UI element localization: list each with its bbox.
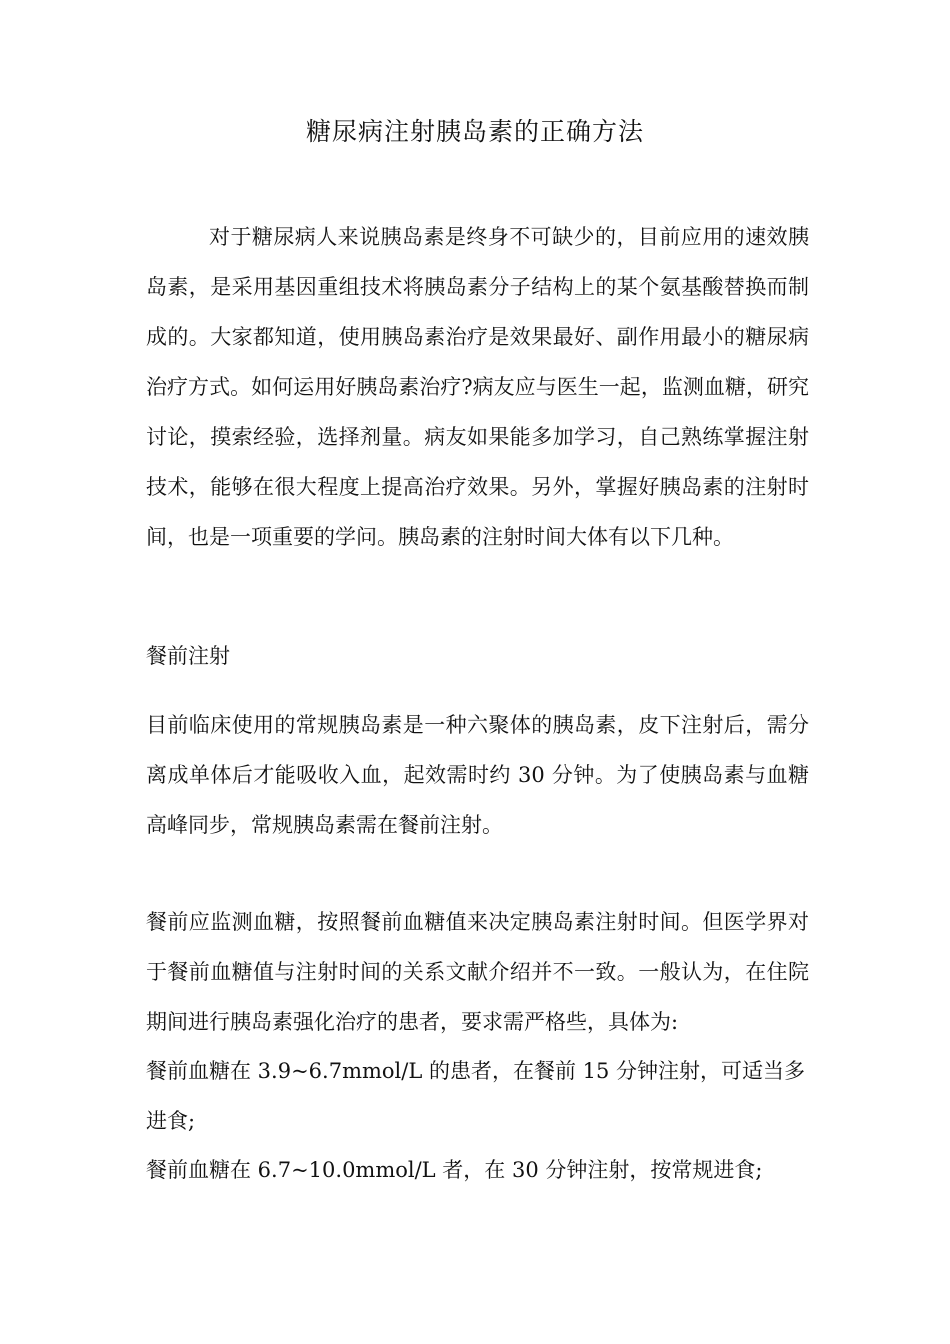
guideline-item: 餐前血糖在 6.7~10.0mmol/L 者，在 30 分钟注射，按常规进食;	[146, 1158, 763, 1182]
body-paragraph: 目前临床使用的常规胰岛素是一种六聚体的胰岛素，皮下注射后，需分离成单体后才能吸收入血，起效需时约 30 分钟。为了使胰岛素与血糖高峰同步，常规胰岛素需在餐前注射。	[146, 713, 809, 837]
guideline-item: 餐前血糖在 3.9~6.7mmol/L 的患者，在餐前 15 分钟注射，可适当多进食;	[146, 1059, 806, 1133]
intro-paragraph: 对于糖尿病人来说胰岛素是终身不可缺少的，目前应用的速效胰岛素，是采用基因重组技术将胰岛素分子结构上的某个氨基酸替换而制成的。大家都知道，使用胰岛素治疗是效果最好、副作用最小的糖尿病治疗方式。如何运用好胰岛素治疗?病友应与医生一起，监测血糖，研究讨论，摸索经验，选择剂量。病友如果能多加学习，自己熟练掌握注射技术，能够在很大程度上提高治疗效果。另外，掌握好胰岛素的注射时间，也是一项重要的学问。胰岛素的注射时间大体有以下几种。	[146, 225, 809, 549]
body-paragraph: 餐前应监测血糖，按照餐前血糖值来决定胰岛素注射时间。但医学界对于餐前血糖值与注射时间的关系文献介绍并不一致。一般认为，在住院期间进行胰岛素强化治疗的患者，要求需严格些，具体为:	[146, 910, 809, 1034]
document-title: 糖尿病注射胰岛素的正确方法	[305, 117, 644, 146]
section-heading: 餐前注射	[146, 644, 230, 668]
